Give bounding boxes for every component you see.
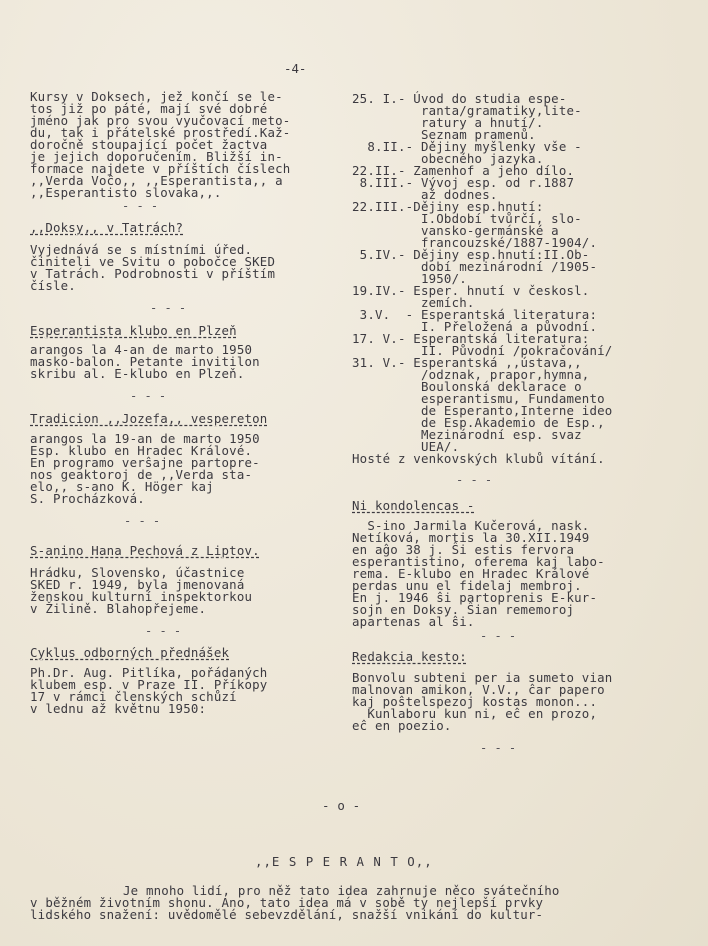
- text-line: 8.III.- Vývoj esp. od r.1887: [352, 175, 575, 190]
- text-line: Hrádku, Slovensko, účastnice: [30, 565, 245, 580]
- text-line: ranta/gramatiky,lite-: [352, 103, 582, 118]
- text-line: de Esperanto,Interne ideo: [352, 403, 613, 418]
- text-line: elo,, s-ano K. Höger kaj: [30, 479, 214, 494]
- text-line: En j. 1946 ŝi partoprenis E-kur-: [352, 590, 598, 605]
- text-line: formace najdete v příštích číslech: [30, 161, 291, 176]
- text-line: SKED r. 1949, byla jmenovaná: [30, 577, 245, 592]
- section-separator: - - -: [480, 629, 517, 643]
- text-line: ženskou kulturní inspektorkou: [30, 589, 253, 604]
- text-line: eĉ en poezio.: [352, 718, 452, 733]
- text-line: arangos la 19-an de marto 1950: [30, 431, 260, 446]
- text-line: Ph.Dr. Aug. Pitlíka, pořádaných: [30, 665, 268, 680]
- text-line: Esp. klubo en Hradec Králové.: [30, 443, 253, 458]
- text-line: apartenas al ŝi.: [352, 614, 475, 629]
- text-line: Bonvolu subteni per ia sumeto vian: [352, 670, 613, 685]
- text-line: sojn en Doksy. Ŝian rememoroj: [352, 602, 575, 617]
- text-line: francouzské/1887-1904/.: [352, 235, 598, 250]
- text-line: v lednu až květnu 1950:: [30, 701, 207, 716]
- text-line: masko-balon. Petante invitilon: [30, 354, 260, 369]
- redakcia-heading: Redakcia kesto:: [352, 649, 467, 664]
- text-line: esperantistino, oferema kaj labo-: [352, 554, 605, 569]
- section-separator: - - -: [122, 199, 159, 213]
- text-line: 5.IV.- Dějiny esp.hnutí:II.Ob-: [352, 247, 590, 262]
- text-line: 3.V. - Esperantská literatura:: [352, 307, 598, 322]
- section-separator: - - -: [145, 624, 182, 638]
- hana-heading: S-anino Hana Pechová z Liptov.: [30, 543, 260, 558]
- text-line: en aĝo 38 j. Ŝi estis fervora: [352, 542, 575, 557]
- text-line: kaj poŝtelspezoj kostas monon...: [352, 694, 598, 709]
- section-separator: - - -: [480, 741, 517, 755]
- text-line: je jejich doporučením. Bližší in-: [30, 149, 283, 164]
- text-line: klubem esp. v Praze II. Příkopy: [30, 677, 268, 692]
- text-line: 8.II.- Dějiny myšlenky vše -: [352, 139, 582, 154]
- section-separator: - - -: [150, 301, 187, 315]
- text-line: Netíková, mortis la 30.XII.1949: [352, 530, 590, 545]
- text-line: dobí mezinárodní /1905-: [352, 259, 598, 274]
- text-line: perdas unu el fidelaj membroj.: [352, 578, 582, 593]
- text-line: ,,Esperantisto slovaka,,.: [30, 185, 222, 200]
- cyklus-heading: Cyklus odborných přednášek: [30, 645, 230, 660]
- center-divider: - o -: [322, 798, 361, 813]
- text-line: ratury a hnutí/.: [352, 115, 544, 130]
- text-line: /odznak, prapor,hymna,: [352, 367, 590, 382]
- section-separator: - - -: [456, 473, 493, 487]
- text-line: Je mnoho lidí, pro něž tato idea zahrnuje něco svátečního: [100, 883, 560, 898]
- text-line: 1950/.: [352, 271, 467, 286]
- text-line: 22.III.-Dějiny esp.hnutí:: [352, 199, 544, 214]
- text-line: obecného jazyka.: [352, 151, 544, 166]
- text-line: vansko-germánské a: [352, 223, 559, 238]
- text-line: de Esp.Akademio de Esp.,: [352, 415, 605, 430]
- text-line: zemích.: [352, 295, 475, 310]
- text-line: S-ino Jarmila Kučerová, nask.: [352, 518, 590, 533]
- text-line: čísle.: [30, 278, 76, 293]
- text-line: v Tatrách. Podrobnosti v příštím: [30, 266, 276, 281]
- dokse-heading: ,,Doksy,, v Tatrách?: [30, 220, 184, 235]
- text-line: v běžném životním shonu. Ano, tato idea má v sobě ty nejlepší prvky: [30, 895, 544, 910]
- text-line: du, tak i přátelské prostředí.Kaž-: [30, 125, 291, 140]
- text-line: tos již po páté, mají své dobré: [30, 101, 268, 116]
- text-line: až dodnes.: [352, 187, 498, 202]
- text-line: rema. E-klubo en Hradec Králové: [352, 566, 590, 581]
- text-line: nos geaktoroj de ,,Verda sta-: [30, 467, 253, 482]
- text-line: S. Procházková.: [30, 491, 145, 506]
- section-separator: - - -: [130, 389, 167, 403]
- article-title: ,,E S P E R A N T O,,: [255, 854, 433, 869]
- text-line: 31. V.- Esperantská ,,ústava,,: [352, 355, 582, 370]
- text-line: malnovan amikon, V.V., ĉar papero: [352, 682, 605, 697]
- text-line: esperantismu, Fundamento: [352, 391, 605, 406]
- text-line: 17 v rámci členských schůzí: [30, 689, 237, 704]
- text-line: lidského snažení: uvědomělé sebevzdělání, snažší vnikání do kultur-: [30, 907, 544, 922]
- text-line: v Žilině. Blahopřejeme.: [30, 601, 207, 616]
- kondolenco-heading: Ni kondolencas -: [352, 498, 475, 513]
- text-line: 17. V.- Esperantská literatura:: [352, 331, 590, 346]
- text-line: Kunlaboru kun ni, eĉ en prozo,: [352, 706, 598, 721]
- text-line: arangos la 4-an de marto 1950: [30, 342, 253, 357]
- text-line: Hosté z venkovských klubů vítání.: [352, 451, 605, 466]
- text-line: Kursy v Doksech, jež končí se le-: [30, 89, 283, 104]
- text-line: doročně stoupající počet žactva: [30, 137, 268, 152]
- text-line: I. Přeložená a původní.: [352, 319, 598, 334]
- plzen-heading: Esperantista klubo en Plzeň: [30, 323, 237, 338]
- text-line: 19.IV.- Esper. hnutí v českosl.: [352, 283, 590, 298]
- text-line: 22.II.- Zamenhof a jeho dílo.: [352, 163, 575, 178]
- text-line: činiteli ve Svitu o pobočce SKED: [30, 254, 276, 269]
- tradicion-heading: Tradicion ,,Jozefa,, vespereton: [30, 411, 268, 426]
- text-line: I.Období tvůrčí, slo-: [352, 211, 582, 226]
- page-number: -4-: [284, 61, 307, 76]
- text-line: En programo verŝajne partopre-: [30, 455, 260, 470]
- text-line: Boulonská deklarace o: [352, 379, 582, 394]
- text-line: ,,Verda Voĉo,, ,,Esperantista,, a: [30, 173, 283, 188]
- text-line: jméno jak pro svou vyučovací meto-: [30, 113, 291, 128]
- text-line: Seznam pramenů.: [352, 127, 536, 142]
- text-line: Vyjednává se s místními úřed.: [30, 242, 253, 257]
- text-line: II. Původní /pokračování/: [352, 343, 613, 358]
- text-line: Mezinárodní esp. svaz: [352, 427, 582, 442]
- section-separator: - - -: [124, 514, 161, 528]
- text-line: skribu al. E-klubo en Plzeň.: [30, 366, 245, 381]
- text-line: UEA/.: [352, 439, 460, 454]
- text-line: 25. I.- Úvod do studia espe-: [352, 91, 567, 106]
